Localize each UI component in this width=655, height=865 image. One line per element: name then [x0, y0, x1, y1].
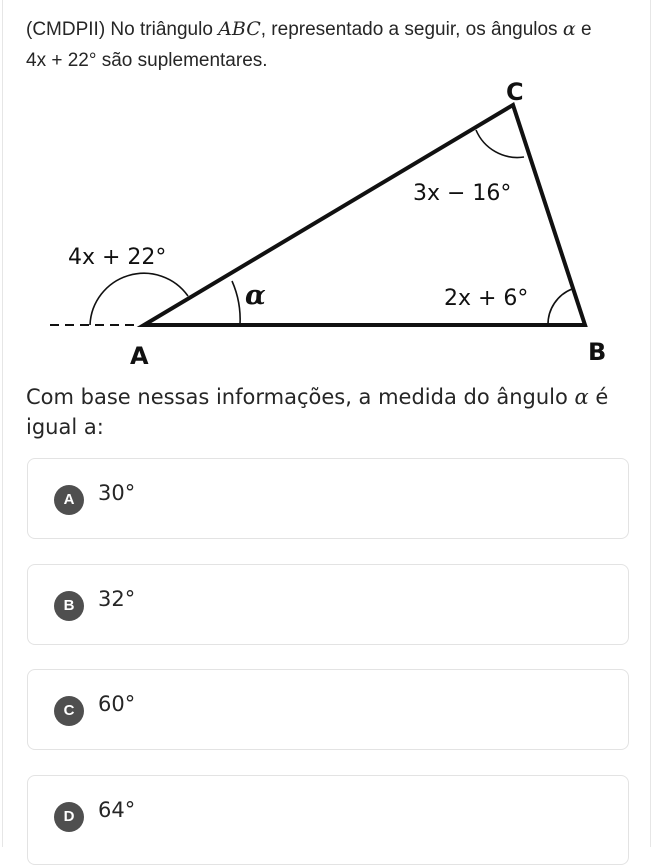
option-c-badge: C: [54, 696, 84, 726]
exterior-angle-arc: [90, 273, 188, 325]
alpha-arc: [232, 281, 240, 325]
angle-b-label: 2x + 6°: [444, 286, 529, 311]
option-d-badge: D: [54, 802, 84, 832]
question-mid: , representado a seguir, os ângulos: [260, 19, 563, 40]
angle-b-arc: [548, 289, 572, 325]
option-a-value: 30°: [98, 481, 136, 505]
question-end: são suplementares.: [96, 50, 268, 71]
alpha-symbol: α: [562, 18, 576, 40]
alpha-label: α: [245, 280, 266, 311]
vertex-b-label: B: [588, 338, 607, 366]
question-intro: (CMDPII) No triângulo: [26, 19, 219, 40]
angle-c-arc: [476, 130, 524, 157]
option-c-value: 60°: [98, 692, 136, 716]
option-a-badge: A: [54, 485, 84, 515]
option-c[interactable]: [27, 669, 629, 750]
prompt-body: Com base nessas informações, a medida do ângulo: [26, 385, 575, 409]
triangle-name: ABC: [218, 18, 261, 40]
option-b[interactable]: [27, 564, 629, 645]
question-expression: 4x + 22°: [26, 50, 97, 71]
triangle-diagram: [40, 78, 620, 378]
vertex-a-label: A: [130, 342, 149, 370]
exterior-angle-label: 4x + 22°: [68, 245, 167, 270]
option-b-value: 32°: [98, 587, 136, 611]
prompt-text: [26, 382, 636, 442]
option-a[interactable]: [27, 458, 629, 539]
prompt-alpha: α: [574, 385, 589, 409]
prompt-end: é igual a:: [26, 385, 609, 439]
option-d[interactable]: [27, 775, 629, 865]
vertex-c-label: C: [506, 78, 524, 106]
question-text: [26, 14, 636, 76]
triangle-figure: [40, 78, 620, 378]
option-d-value: 64°: [98, 798, 136, 822]
question-and: e: [575, 19, 592, 40]
option-b-badge: B: [54, 591, 84, 621]
angle-c-label: 3x − 16°: [413, 181, 512, 206]
